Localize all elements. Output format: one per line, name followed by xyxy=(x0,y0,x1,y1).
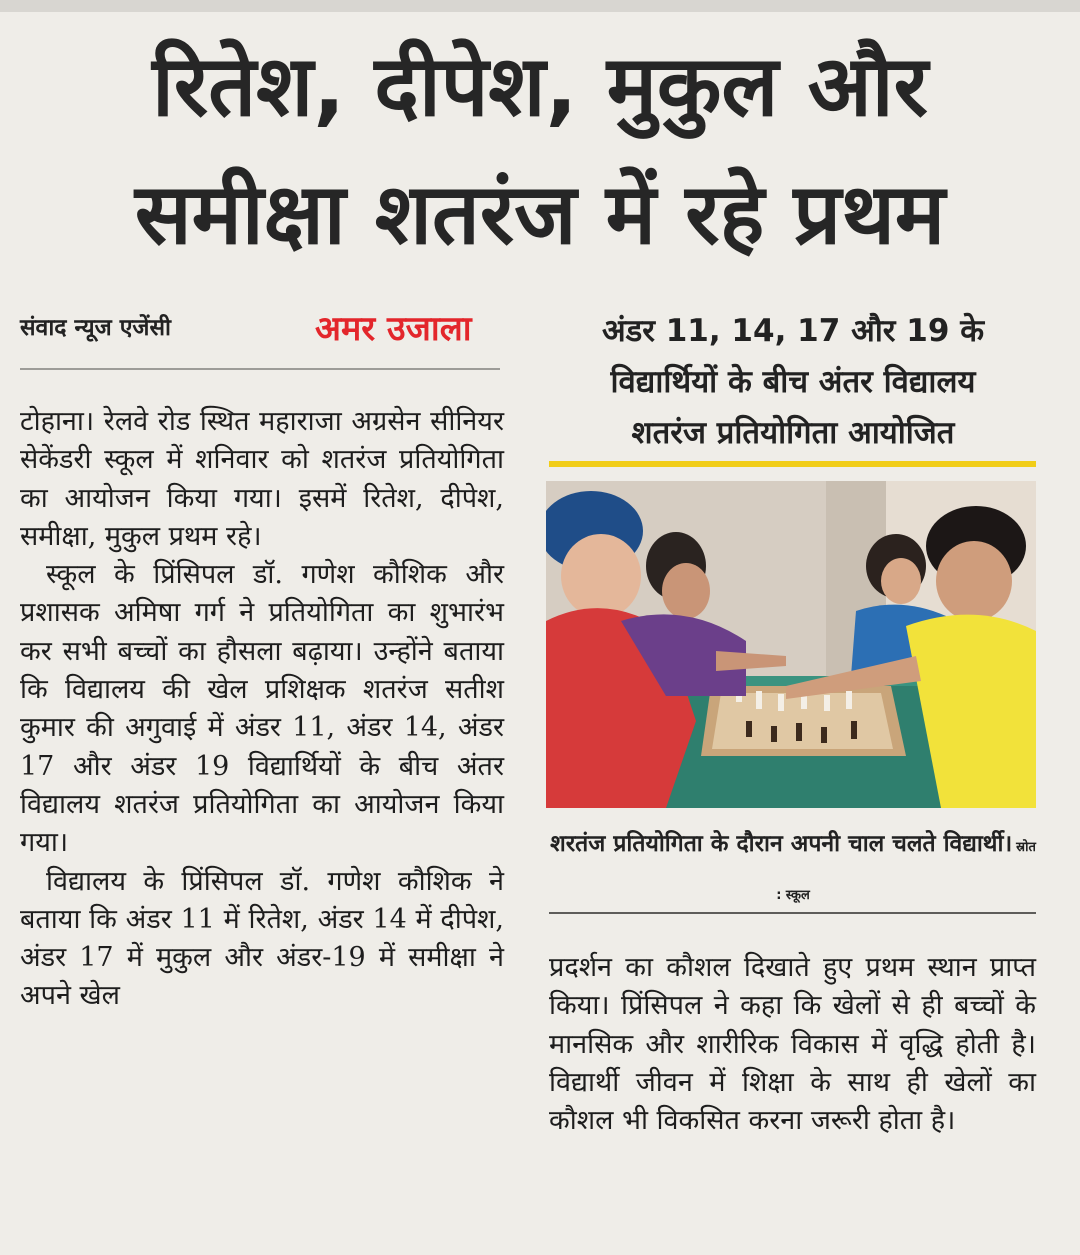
headline-line-2: समीक्षा शतरंज में रहे प्रथम xyxy=(134,165,946,263)
chess-photo xyxy=(546,481,1036,808)
subheadline xyxy=(548,306,1038,459)
article-paragraph-2: स्कूल के प्रिंसिपल डॉ. गणेश कौशिक और प्रशासक अमिषा गर्ग ने प्रतियोगिता का शुभारंभ कर सभी बच्चों का हौसला बढ़ाया। उन्होंने बताया कि विद्यालय की खेल प्रशिक्षक शतरंज सतीश कुमार की अगुवाई में अंडर 11, अंडर 14, अंडर 17 और अंडर 19 विद्यार्थियों के बीच अंतर विद्यालय शतरंज प्रतियोगिता का आयोजन किया गया। xyxy=(20,559,504,859)
article-paragraph-3: विद्यालय के प्रिंसिपल डॉ. गणेश कौशिक ने बताया कि अंडर 11 में रितेश, अंडर 14 में दीपेश, अंडर 17 में मुकुल और अंडर-19 में समीक्षा ने अपने खेल xyxy=(20,865,504,1012)
headline-line-1: रितेश, दीपेश, मुकुल और xyxy=(152,37,928,135)
byline-divider xyxy=(20,368,500,370)
subheadline-line-3: शतरंज प्रतियोगिता आयोजित xyxy=(631,415,955,451)
photo-caption xyxy=(548,822,1038,918)
subheadline-line-1: अंडर 11, 14, 17 और 19 के xyxy=(601,313,984,349)
subheadline-line-2: विद्यार्थियों के बीच अंतर विद्यालय xyxy=(610,364,976,400)
caption-divider xyxy=(549,912,1036,914)
top-edge-strip xyxy=(0,0,1080,12)
article-column-left xyxy=(20,403,504,1016)
byline: संवाद न्यूज एजेंसी xyxy=(20,315,172,341)
highlight-rule xyxy=(549,461,1036,467)
article-column-right xyxy=(549,949,1036,1140)
article-paragraph-1: टोहाना। रेलवे रोड स्थित महाराजा अग्रसेन सीनियर सेकेंडरी स्कूल में शनिवार को शतरंज प्रतियोगिता का आयोजन किया गया। इसमें रितेश, दीपेश, समीक्षा, मुकुल प्रथम रहे। xyxy=(20,406,504,552)
newspaper-brand: अमर उजाला xyxy=(315,309,472,349)
headline xyxy=(20,22,1060,278)
caption-source: स्रोत : स्कूल xyxy=(776,840,1036,903)
article-paragraph-4: प्रदर्शन का कौशल दिखाते हुए प्रथम स्थान प्राप्त किया। प्रिंसिपल ने कहा कि खेलों से ही बच्चों के मानसिक और शारीरिक विकास में वृद्धि होती है। विद्यार्थी जीवन में शिक्षा के साथ ही खेलों का कौशल भी विकसित करना जरूरी होता है। xyxy=(549,952,1036,1137)
caption-text: शरतंज प्रतियोगिता के दौरान अपनी चाल चलते विद्यार्थी। xyxy=(550,831,1013,857)
